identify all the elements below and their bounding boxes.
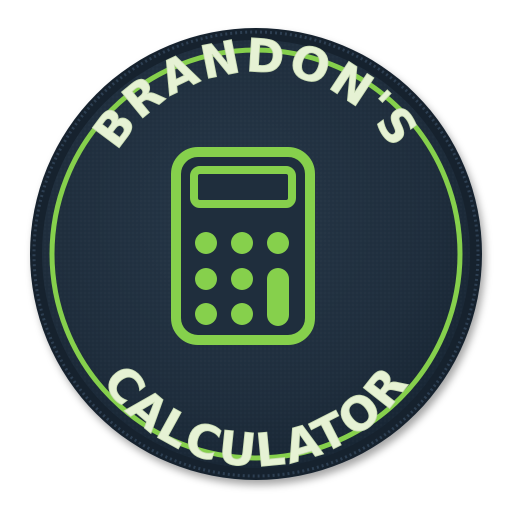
- calculator-key: [231, 268, 253, 290]
- calculator-key: [195, 268, 217, 290]
- badge-top-text-path: BRANDON'S: [82, 28, 430, 158]
- calculator-key: [231, 303, 253, 325]
- calculator-key: [195, 303, 217, 325]
- calculator-key: [231, 232, 253, 254]
- calculator-key: [267, 232, 289, 254]
- calculator-equals-key: [267, 268, 289, 326]
- calculator-keys: [195, 232, 289, 326]
- calculator-key: [195, 232, 217, 254]
- badge-bottom-text-path: CALCULATOR: [92, 354, 420, 479]
- calculator-icon: [176, 152, 310, 340]
